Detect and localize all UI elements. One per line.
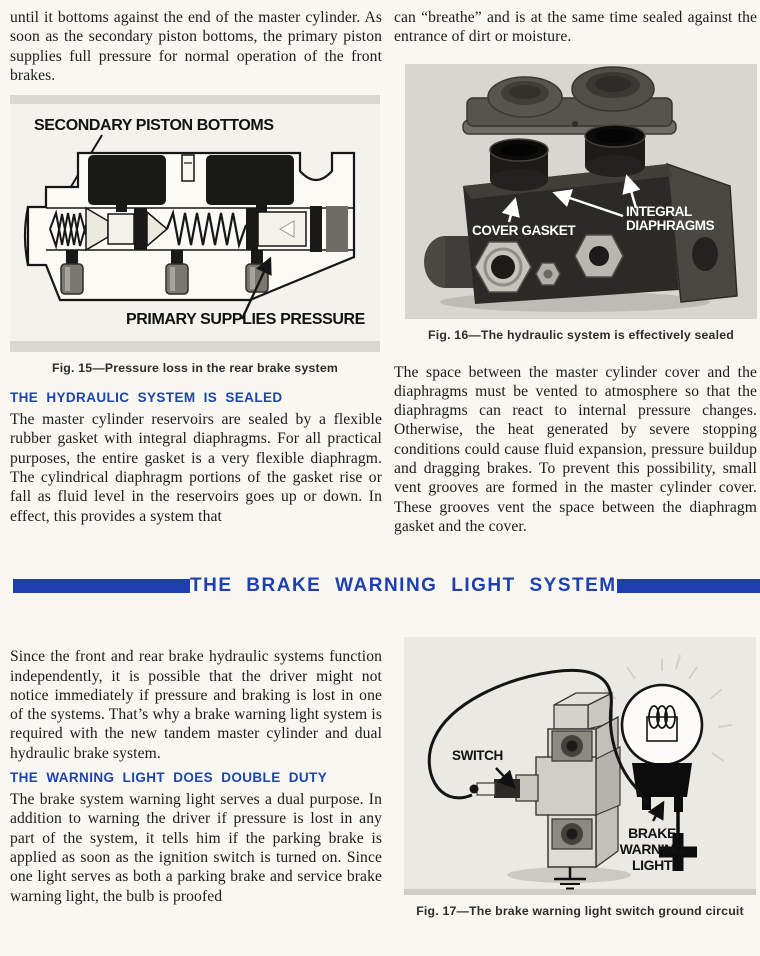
fig16-cover-gasket-label: COVER GASKET bbox=[472, 222, 576, 238]
double-duty-paragraph: The brake system warning light serves a dual purpose. In addition to warning the driver if pressure is lost in any part of the system, it tells him if the parking brake is applied as soon as the ignition switch is turned on. Since one light serves as both a parking brake and service brake warning light, the bulb is proofed bbox=[10, 791, 382, 905]
figure-15 bbox=[10, 95, 380, 352]
section-banner bbox=[13, 575, 754, 597]
fig16-integral-diaphragms-label: INTEGRAL DIAPHRAGMS bbox=[626, 203, 715, 234]
warning-light-circuit-drawing bbox=[404, 637, 756, 895]
warning-intro-paragraph: Since the front and rear brake hydraulic systems function independently, it is possible that the driver might not notice immediately if pressure and braking is lost in one of the systems. That’s why a brake warning light system is required with the new tandem master cylinder and dual hydraulic brake system. bbox=[10, 648, 382, 762]
banner-bar-left bbox=[13, 579, 190, 593]
figure-17 bbox=[404, 637, 756, 895]
banner-title: THE BRAKE WARNING LIGHT SYSTEM bbox=[190, 575, 617, 597]
master-cylinder-photo-drawing bbox=[405, 64, 757, 319]
figure-15-caption: Fig. 15—Pressure loss in the rear brake system bbox=[51, 361, 338, 376]
banner-bar-right bbox=[617, 579, 760, 593]
vent-paragraph: The space between the master cylinder cover and the diaphragms must be vented to atmosphere so that the diaphragms can react to internal pressure changes. Otherwise, the heat generated by severe stopping conditions could cause fluid expansion, pressure buildup and dragging brakes. To prevent this possibility, small vent grooves are formed in the master cylinder cover. These grooves vent the space between the diaphragm gasket and the cover. bbox=[394, 363, 757, 535]
fig17-brake-warning-light-label: BRAKE WARNING LIGHT bbox=[619, 825, 685, 874]
fig15-primary-label: PRIMARY SUPPLIES PRESSURE bbox=[126, 311, 365, 329]
bottom-left-column bbox=[10, 637, 382, 918]
figure-17-caption: Fig. 17—The brake warning light switch ground circuit bbox=[416, 904, 744, 919]
bottom-right-column bbox=[394, 637, 757, 918]
bottom-section bbox=[10, 637, 760, 918]
intro-right-paragraph: can “breathe” and is at the same time sealed against the entrance of dirt or moisture. bbox=[394, 9, 757, 46]
intro-left-paragraph: until it bottoms against the end of the master cylinder. As soon as the secondary piston bottoms, the primary piston supplies full pressure for normal operation of the front brakes. bbox=[10, 9, 382, 84]
double-duty-heading: THE WARNING LIGHT DOES DOUBLE DUTY bbox=[10, 770, 328, 786]
figure-16-caption: Fig. 16—The hydraulic system is effectively sealed bbox=[428, 327, 734, 342]
fig15-secondary-label: SECONDARY PISTON BOTTOMS bbox=[34, 117, 274, 135]
hydraulic-section-heading: THE HYDRAULIC SYSTEM IS SEALED bbox=[10, 390, 283, 406]
top-section bbox=[10, 8, 760, 536]
hydraulic-section-paragraph: The master cylinder reservoirs are sealed by a flexible rubber gasket with integral diaphragms. For all practical purposes, the entire gasket is a very flexible diaphragm. The cylindrical diaphragm portions of the gasket rise or fall as fluid level in the reservoirs goes up or down. In effect, this provides a system that bbox=[10, 411, 382, 525]
top-right-column bbox=[394, 8, 757, 536]
fig17-switch-label: SWITCH bbox=[452, 748, 503, 764]
top-left-column bbox=[10, 8, 382, 536]
figure-16 bbox=[405, 64, 757, 319]
